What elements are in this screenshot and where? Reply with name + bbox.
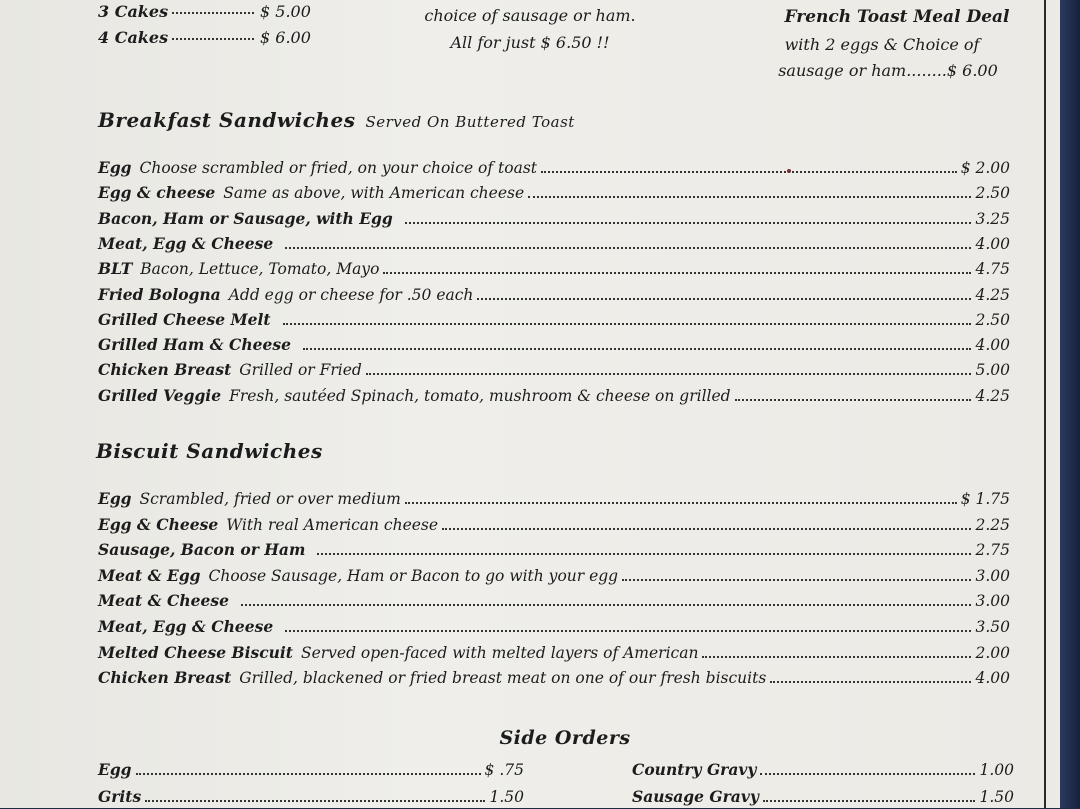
biscuit-item-price: 2.25 <box>975 515 1010 534</box>
breakfast-item <box>98 285 1010 307</box>
breakfast-item-name: Egg <box>98 158 132 177</box>
side-order-price: 1.50 <box>979 788 1014 806</box>
biscuit-item-dots <box>317 553 971 555</box>
side-order-item <box>98 787 524 809</box>
breakfast-item <box>98 335 1010 357</box>
biscuit-item-dots <box>285 630 971 632</box>
side-order-name: Country Gravy <box>632 760 757 779</box>
breakfast-item-name: Chicken Breast <box>98 360 232 380</box>
pancake-4-price: $ 6.00 <box>260 28 311 47</box>
breakfast-item-name: Grilled Cheese Melt <box>98 309 271 329</box>
breakfast-item-price: 4.00 <box>975 336 1010 355</box>
breakfast-item-name: BLT <box>98 259 133 279</box>
side-order-dots <box>145 800 485 802</box>
biscuit-item-price: 3.00 <box>975 592 1010 611</box>
biscuit-item-desc: Grilled, blackened or fried breast meat on one of our fresh biscuits <box>239 669 767 688</box>
page-border-line <box>1044 0 1046 808</box>
breakfast-item <box>98 310 1010 332</box>
breakfast-item-price: 4.00 <box>975 234 1010 253</box>
biscuit-sandwiches-heading: Biscuit Sandwiches <box>96 439 323 463</box>
biscuit-item-name: Meat & Egg <box>98 565 201 585</box>
side-order-price: 1.50 <box>489 788 524 806</box>
biscuit-item-name: Meat & Cheese <box>98 591 229 611</box>
breakfast-subheading: Served On Buttered Toast <box>365 113 575 131</box>
breakfast-heading-text: Breakfast Sandwiches <box>98 108 356 132</box>
breakfast-item-desc: Grilled or Fried <box>239 361 362 380</box>
side-order-price: 1.00 <box>979 761 1014 779</box>
side-order-name: Egg <box>98 760 132 779</box>
side-order-dots <box>136 773 481 775</box>
biscuit-item-name: Egg <box>98 489 132 508</box>
breakfast-item-price: 4.25 <box>975 285 1010 304</box>
side-order-item <box>632 760 1014 782</box>
biscuit-item-name: Chicken Breast <box>98 668 232 688</box>
biscuit-item-price: 2.00 <box>975 643 1010 662</box>
breakfast-item-dots <box>303 348 972 350</box>
biscuit-item-name: Egg & Cheese <box>98 514 219 534</box>
biscuit-item <box>98 617 1010 639</box>
breakfast-item <box>98 386 1010 408</box>
breakfast-item-name: Grilled Ham & Cheese <box>98 335 291 355</box>
biscuit-item <box>98 540 1010 562</box>
biscuit-item-name: Meat, Egg & Cheese <box>98 617 274 636</box>
side-order-dots <box>760 773 975 775</box>
biscuit-item-desc: Choose Sausage, Ham or Bacon to go with your egg <box>208 566 619 585</box>
menu-cover-edge <box>1060 0 1080 808</box>
biscuit-item-price: $ 1.75 <box>960 490 1010 508</box>
breakfast-item-desc: Add egg or cheese for .50 each <box>228 285 474 304</box>
biscuit-item-dots <box>405 502 957 504</box>
biscuit-item-desc: Scrambled, fried or over medium <box>139 490 401 508</box>
pancake-3-dots <box>172 12 254 14</box>
biscuit-item-name: Melted Cheese Biscuit <box>98 642 293 662</box>
biscuit-item-name: Sausage, Bacon or Ham <box>98 540 306 560</box>
breakfast-item-price: 3.25 <box>975 209 1010 228</box>
biscuit-item-desc: Served open-faced with melted layers of American <box>300 643 699 662</box>
side-order-name: Grits <box>98 787 142 806</box>
biscuit-item-price: 4.00 <box>975 669 1010 688</box>
biscuit-item-desc: With real American cheese <box>226 515 439 534</box>
biscuit-item-price: 2.75 <box>975 541 1010 560</box>
side-orders-heading: Side Orders <box>499 727 631 749</box>
breakfast-item-dots <box>735 399 972 401</box>
side-order-item <box>98 760 524 782</box>
breakfast-item <box>98 158 1010 180</box>
breakfast-item-price: 2.50 <box>975 310 1010 329</box>
breakfast-item-desc: Fresh, sautéed Spinach, tomato, mushroom & cheese on grilled <box>229 386 731 405</box>
breakfast-item-dots <box>383 272 971 274</box>
breakfast-item-dots <box>366 373 972 375</box>
biscuit-item <box>98 643 1010 665</box>
meal-deal-line1: choice of sausage or ham. <box>424 6 636 25</box>
breakfast-item-dots <box>285 247 971 249</box>
meal-deal-line2: All for just $ 6.50 !! <box>450 33 610 52</box>
biscuit-item <box>98 591 1010 613</box>
biscuit-item-dots <box>622 579 971 581</box>
side-order-item <box>632 787 1014 809</box>
breakfast-item-dots <box>283 323 972 325</box>
breakfast-item-dots <box>541 171 957 173</box>
breakfast-sandwiches-heading <box>98 108 575 132</box>
breakfast-item <box>98 209 1010 231</box>
breakfast-item-price: 4.25 <box>975 386 1010 405</box>
french-toast-title: French Toast Meal Deal <box>784 7 1010 27</box>
breakfast-item-name: Meat, Egg & Cheese <box>98 233 274 253</box>
biscuit-item-dots <box>702 656 971 658</box>
breakfast-item-desc: Bacon, Lettuce, Tomato, Mayo <box>140 260 380 279</box>
breakfast-item-name: Fried Bologna <box>98 284 221 304</box>
breakfast-item-dots <box>477 298 971 300</box>
breakfast-item-dots <box>528 196 971 198</box>
pancake-4-dots <box>172 38 254 40</box>
breakfast-item-desc: Same as above, with American cheese <box>223 184 525 203</box>
breakfast-item-dots <box>405 222 972 224</box>
side-order-price: $ .75 <box>484 761 524 779</box>
biscuit-item-price: 3.50 <box>975 618 1010 636</box>
breakfast-item-price: $ 2.00 <box>960 159 1010 177</box>
biscuit-item-dots <box>241 604 972 606</box>
biscuit-item <box>98 515 1010 537</box>
breakfast-item <box>98 259 1010 281</box>
french-toast-line2: sausage or ham........$ 6.00 <box>778 61 998 80</box>
breakfast-item <box>98 360 1010 382</box>
breakfast-item-name: Egg & cheese <box>98 183 216 203</box>
biscuit-item <box>98 566 1010 588</box>
biscuit-item-price: 3.00 <box>975 566 1010 585</box>
side-order-name: Sausage Gravy <box>632 787 759 806</box>
breakfast-item-price: 4.75 <box>975 260 1010 279</box>
biscuit-item-dots <box>442 528 971 530</box>
breakfast-item-price: 5.00 <box>975 361 1010 380</box>
biscuit-item-dots <box>770 681 971 683</box>
breakfast-item-desc: Choose scrambled or fried, on your choice of toast <box>139 159 538 177</box>
side-order-dots <box>763 800 976 802</box>
breakfast-item-price: 2.50 <box>975 184 1010 203</box>
breakfast-item-name: Grilled Veggie <box>98 385 222 405</box>
breakfast-item <box>98 234 1010 256</box>
pancake-3-price: $ 5.00 <box>260 2 311 21</box>
biscuit-item <box>98 489 1010 511</box>
ink-speck <box>787 169 791 173</box>
breakfast-item-name: Bacon, Ham or Sausage, with Egg <box>98 208 393 228</box>
pancake-3-label: 3 Cakes <box>98 2 169 21</box>
biscuit-item <box>98 668 1010 690</box>
pancake-4-label: 4 Cakes <box>98 28 169 47</box>
breakfast-item <box>98 183 1010 205</box>
french-toast-line1: with 2 eggs & Choice of <box>784 35 980 54</box>
